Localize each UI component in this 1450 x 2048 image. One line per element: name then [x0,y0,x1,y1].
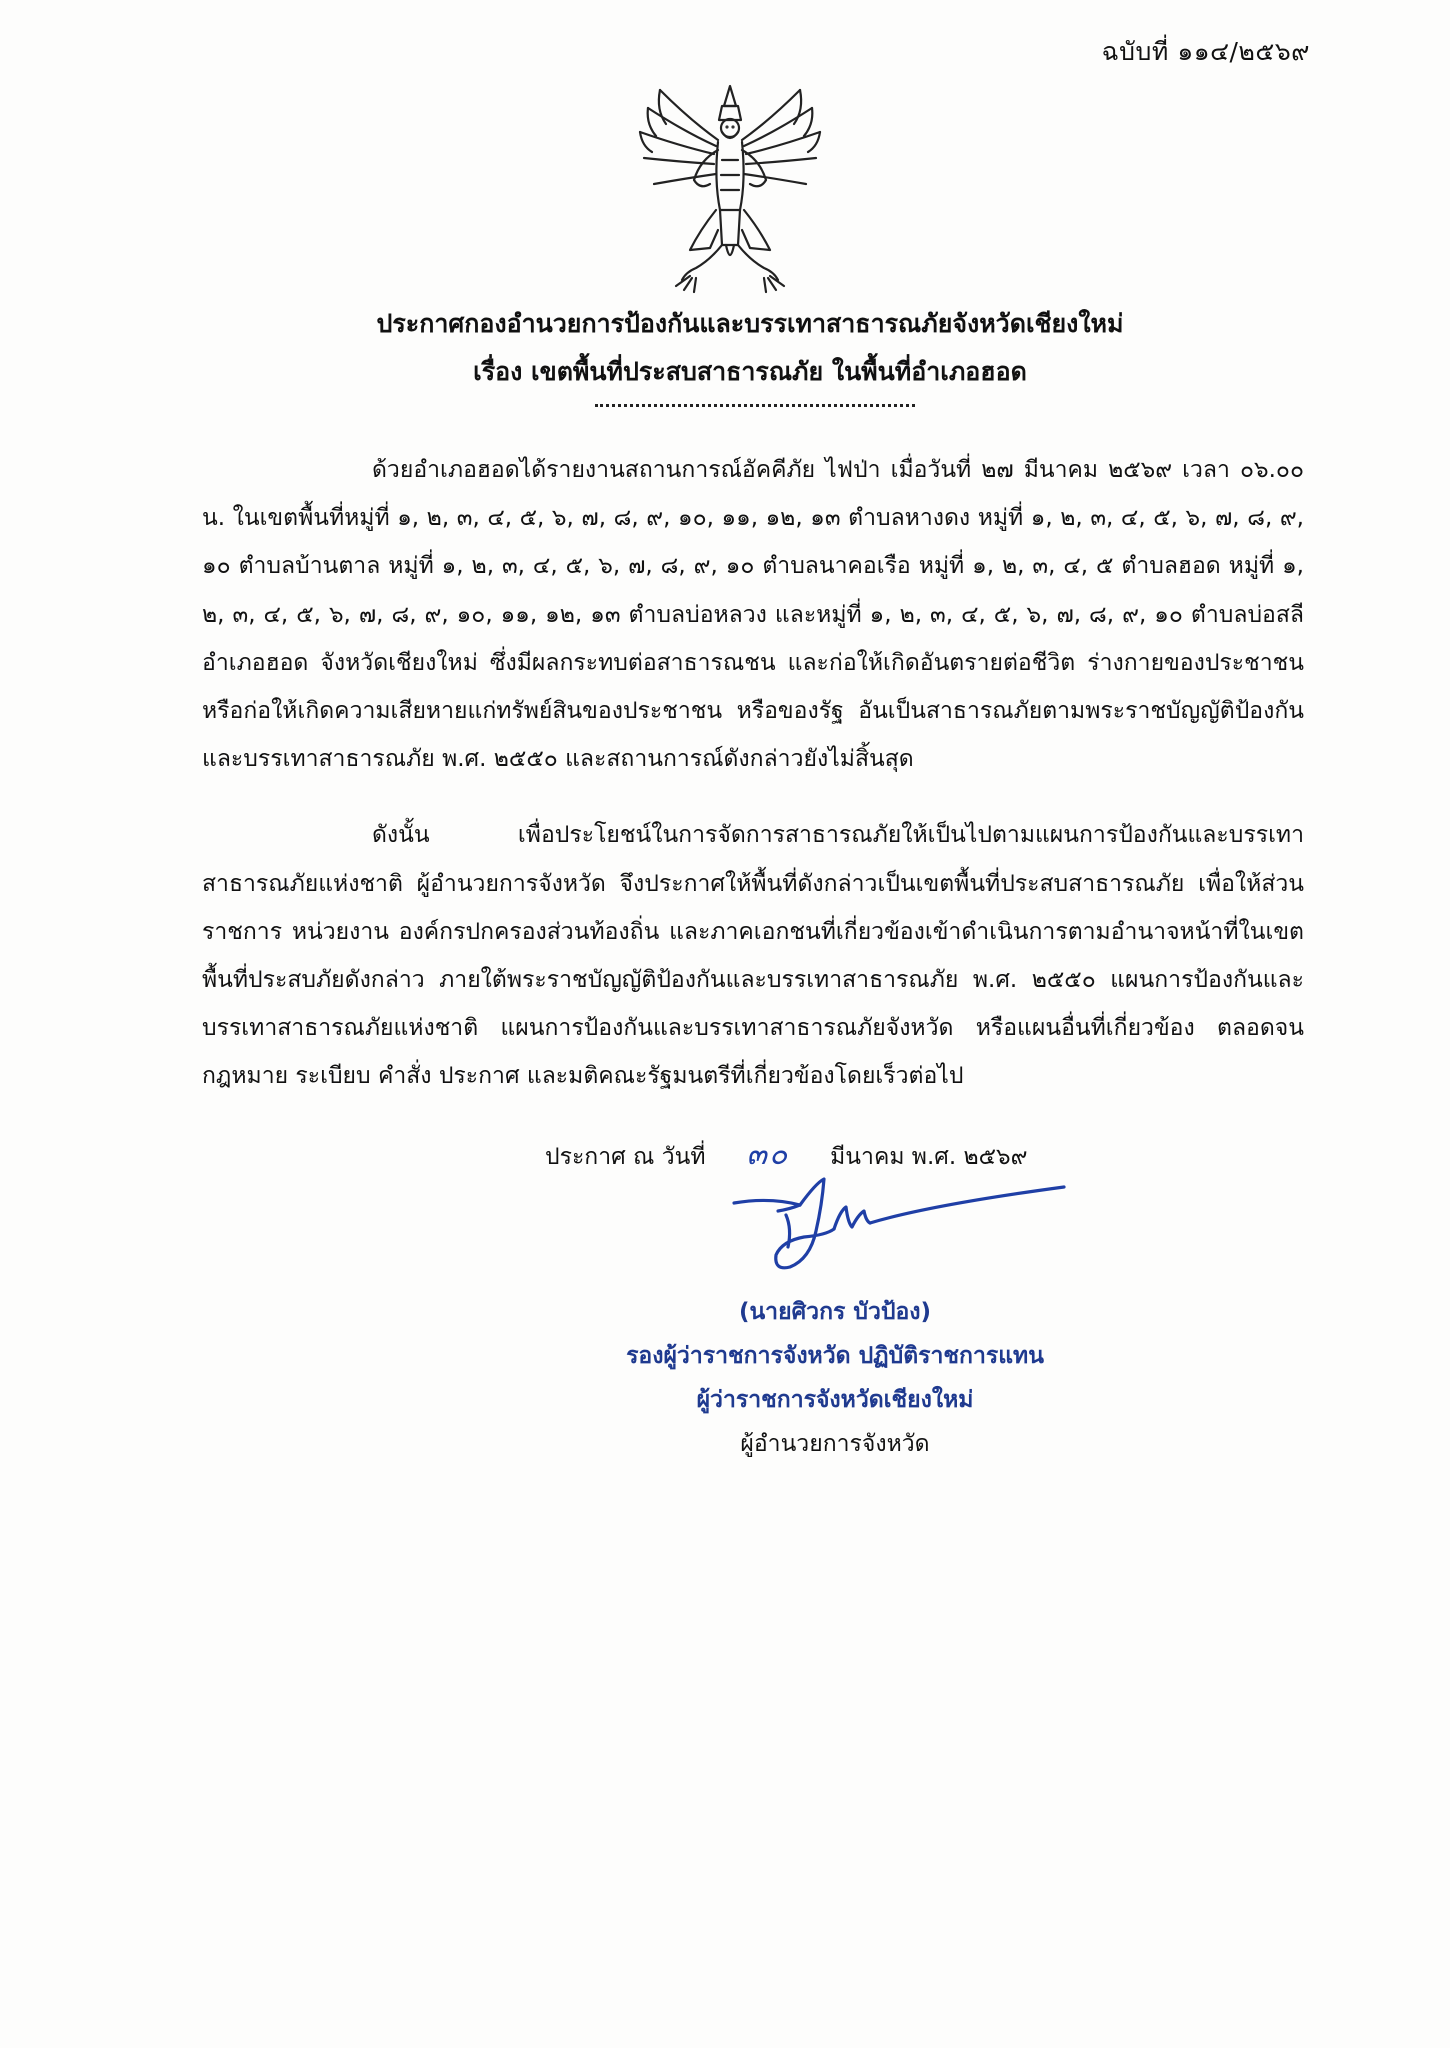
document-number: ฉบับที่ ๑๑๔/๒๕๖๙ [1101,37,1310,66]
garuda-emblem-icon [630,80,830,295]
announcement-title [200,300,1300,396]
announce-day: ๓๐ [746,1137,790,1172]
body-paragraph-1: ด้วยอำเภอฮอดได้รายงานสถานการณ์อัคคีภัย ไฟป่า เมื่อวันที่ ๒๗ มีนาคม ๒๕๖๙ เวลา ๐๖.๐๐ น. ในเขตพื้นที่หมู่ที่ ๑, ๒, ๓, ๔, ๕, ๖, ๗, ๘, ๙, ๑๐, ๑๑, ๑๒, ๑๓ ตำบลหางดง หมู่ที่ ๑, ๒, ๓, ๔, ๕, ๖, ๗, ๘, ๙, ๑๐ ตำบลบ้านตาล หมู่ที่ ๑, ๒, ๓, ๔, ๕, ๖, ๗, ๘, ๙, ๑๐ ตำบลนาคอเรือ หมู่ที่ ๑, ๒, ๓, ๔, ๕ ตำบลฮอด หมู่ที่ ๑, ๒, ๓, ๔, ๕, ๖, ๗, ๘, ๙, ๑๐, ๑๑, ๑๒, ๑๓ ตำบลบ่อหลวง และหมู่ที่ ๑, ๒, ๓, ๔, ๕, ๖, ๗, ๘, ๙, ๑๐ ตำบลบ่อสลี อำเภอฮอด จังหวัดเชียงใหม่ ซึ่งมีผลกระทบต่อสาธารณชน และก่อให้เกิดอันตรายต่อชีวิต ร่างกายของประชาชนหรือก่อให้เกิดความเสียหายแก่ทรัพย์สินของประชาชน หรือของรัฐ อันเป็นสาธารณภัยตามพระราชบัญญัติป้องกันและบรรเทาสาธารณภัย พ.ศ. ๒๕๕๐ และสถานการณ์ดังกล่าวยังไม่สิ้นสุด [202,457,1304,773]
body-paragraph-2: ดังนั้น เพื่อประโยชน์ในการจัดการสาธารณภัยให้เป็นไปตามแผนการป้องกันและบรรเทาสาธารณภัยแห่งชาติ ผู้อำนวยการจังหวัด จึงประกาศให้พื้นที่ดังกล่าวเป็นเขตพื้นที่ประสบสาธารณภัย เพื่อให้ส่วนราชการ หน่วยงาน องค์กรปกครองส่วนท้องถิ่น และภาคเอกชนที่เกี่ยวข้องเข้าดำเนินการตามอำนาจหน้าที่ในเขตพื้นที่ประสบภัยดังกล่าว ภายใต้พระราชบัญญัติป้องกันและบรรเทาสาธารณภัย พ.ศ. ๒๕๕๐ แผนการป้องกันและบรรเทาสาธารณภัยแห่งชาติ แผนการป้องกันและบรรเทาสาธารณภัยจังหวัด หรือแผนอื่นที่เกี่ยวข้อง ตลอดจนกฎหมาย ระเบียบ คำสั่ง ประกาศ และมติคณะรัฐมนตรีที่เกี่ยวข้องโดยเร็วต่อไป [202,822,1304,1090]
announcement-body [202,446,1304,1129]
signer-block [600,1290,1070,1466]
signer-role: ผู้อำนวยการจังหวัด [740,1431,930,1457]
signer-office: ผู้ว่าราชการจังหวัดเชียงใหม่ [696,1387,974,1413]
handwritten-signature-icon [730,1175,1070,1285]
title-separator [595,398,915,407]
signer-name: (นายศิวกร บัวป้อง) [738,1299,932,1325]
announce-suffix: มีนาคม พ.ศ. ๒๕๖๙ [830,1144,1028,1170]
title-line-1: ประกาศกองอำนวยการป้องกันและบรรเทาสาธารณภัยจังหวัดเชียงใหม่ [376,309,1124,338]
announce-prefix: ประกาศ ณ วันที่ [545,1144,706,1170]
title-line-2: เรื่อง เขตพื้นที่ประสบสาธารณภัย ในพื้นที่อำเภอฮอด [473,357,1027,386]
signer-position: รองผู้ว่าราชการจังหวัด ปฏิบัติราชการแทน [626,1343,1044,1369]
